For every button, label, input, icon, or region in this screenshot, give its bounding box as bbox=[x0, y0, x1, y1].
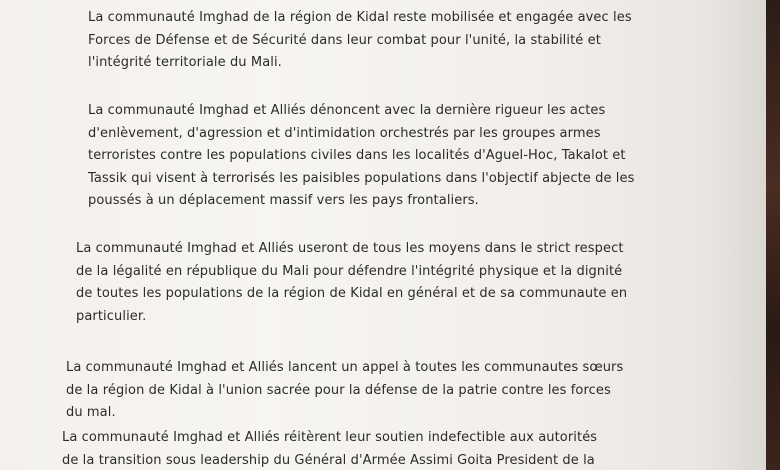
text-line: d'enlèvement, d'agression et d'intimidation orchestrés par les groupes armes bbox=[88, 125, 601, 141]
text-line: Forces de Défense et de Sécurité dans leur combat pour l'unité, la stabilité et bbox=[88, 32, 601, 48]
text-line: l'intégrité territoriale du Mali. bbox=[88, 55, 282, 70]
text-line: terroristes contre les populations civiles dans les localités d'Aguel-Hoc, Takalot et bbox=[88, 148, 626, 163]
text-line: de toutes les populations de la région de Kidal en général et de sa communaute en bbox=[76, 286, 628, 301]
text-line: poussés à un déplacement massif vers les pays frontaliers. bbox=[88, 193, 479, 208]
text-line: particulier. bbox=[76, 308, 147, 324]
text-line: du mal. bbox=[66, 405, 116, 420]
background-object bbox=[766, 0, 780, 470]
text-line: La communauté Imghad et Alliés réitèrent leur soutien indefectible aux autorités bbox=[62, 430, 598, 445]
text-line: de la transition sous leadership du Général d'Armée Assimi Goita President de la bbox=[62, 452, 595, 468]
text-line: La communauté Imghad et Alliés dénoncent avec la dernière rigueur les actes bbox=[88, 103, 606, 118]
text-line: La communauté Imghad de la région de Kidal reste mobilisée et engagée avec les bbox=[88, 10, 632, 25]
paragraph-3 bbox=[76, 238, 627, 328]
text-line: La communauté Imghad et Alliés useront de tous les moyens dans le strict respect bbox=[76, 241, 624, 256]
paragraph-5 bbox=[62, 427, 597, 470]
paragraph-2 bbox=[88, 100, 635, 213]
text-line: La communauté Imghad et Alliés lancent un appel à toutes les communautes sœurs bbox=[66, 360, 624, 375]
text-line: Tassik qui visent à terrorisés les paisibles populations dans l'objectif abjecte de les bbox=[88, 170, 635, 186]
paragraph-4 bbox=[66, 357, 623, 425]
text-line: de la région de Kidal à l'union sacrée pour la défense de la patrie contre les forces bbox=[66, 382, 611, 398]
paragraph-1 bbox=[88, 7, 632, 75]
text-line: de la légalité en république du Mali pour défendre l'intégrité physique et la dignité bbox=[76, 263, 623, 279]
